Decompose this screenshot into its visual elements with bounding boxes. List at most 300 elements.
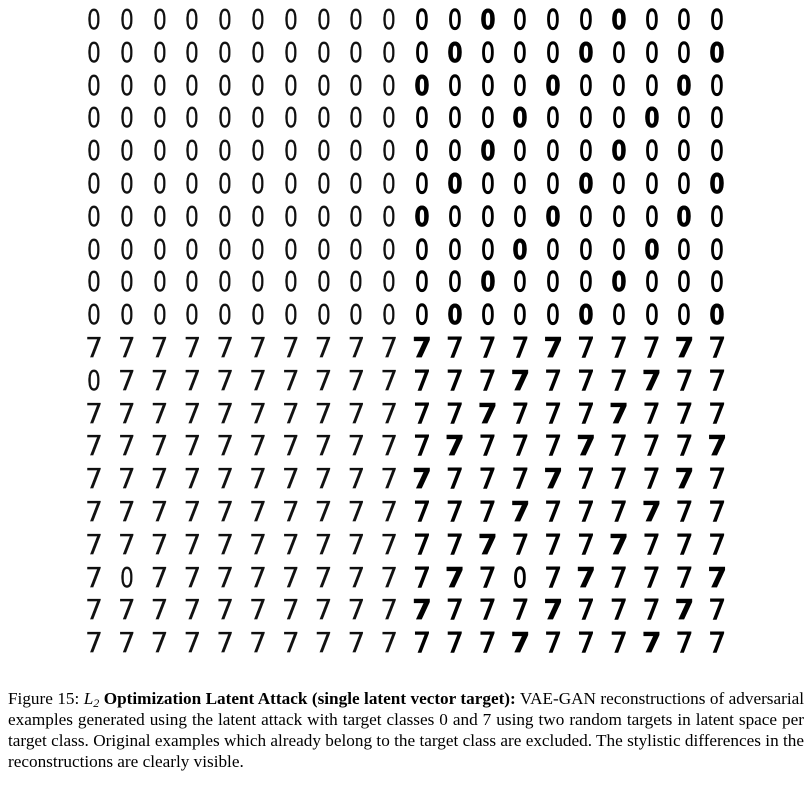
digit-7-r17-c3: 7 [183, 560, 202, 594]
digit-7-r17-c6: 7 [281, 560, 300, 594]
digit-7-r13-c2: 7 [150, 429, 169, 463]
digit-7-r14-c1: 7 [117, 462, 136, 496]
digit-7-r12-c4: 7 [216, 396, 235, 430]
digit-0-r5-c4: 0 [218, 167, 233, 200]
digit-0-r0-c2: 0 [152, 3, 167, 36]
digit-7-r12-c16: 7 [609, 396, 629, 430]
digit-7-r18-c4: 7 [216, 593, 235, 627]
digit-0-r0-c0: 0 [87, 3, 101, 36]
digit-0-r0-c18: 0 [677, 3, 692, 36]
digit-0-r5-c16: 0 [611, 167, 626, 200]
digit-0-r6-c5: 0 [251, 199, 265, 233]
digit-0-r9-c4: 0 [218, 298, 233, 332]
digit-0-r1-c6: 0 [283, 35, 298, 69]
digit-7-r12-c14: 7 [544, 396, 563, 430]
digit-7-r11-c16: 7 [609, 363, 628, 397]
digit-0-r1-c4: 0 [218, 35, 233, 69]
digit-7-r16-c8: 7 [347, 527, 366, 561]
digit-0-r9-c16: 0 [611, 298, 626, 332]
digit-0-r9-c11: 0 [447, 298, 463, 332]
digit-7-r15-c17: 7 [641, 495, 662, 528]
digit-7-r16-c9: 7 [380, 527, 399, 561]
digit-0-r4-c15: 0 [579, 134, 593, 168]
digit-7-r12-c7: 7 [314, 396, 333, 430]
digit-0-r5-c7: 0 [316, 167, 331, 200]
digit-7-r10-c11: 7 [445, 331, 464, 364]
digit-7-r14-c5: 7 [249, 462, 267, 496]
digit-7-r12-c8: 7 [347, 396, 366, 430]
digit-7-r16-c6: 7 [281, 527, 300, 561]
digit-0-r6-c11: 0 [447, 199, 462, 233]
digit-7-r19-c1: 7 [117, 626, 136, 660]
digit-7-r16-c15: 7 [577, 527, 595, 561]
digit-7-r10-c4: 7 [216, 331, 235, 364]
digit-0-r3-c12: 0 [480, 101, 495, 135]
digit-7-r10-c13: 7 [511, 331, 530, 364]
digit-7-r19-c10: 7 [413, 626, 431, 660]
digit-7-r12-c0: 7 [85, 396, 103, 430]
digit-0-r2-c16: 0 [611, 68, 626, 102]
digit-0-r6-c15: 0 [579, 199, 593, 233]
digit-0-r4-c0: 0 [87, 134, 101, 168]
digit-7-r14-c18: 7 [674, 462, 695, 496]
digit-0-r8-c8: 0 [349, 265, 364, 299]
digit-7-r15-c10: 7 [413, 495, 431, 528]
digit-7-r15-c6: 7 [281, 495, 300, 528]
digit-7-r12-c13: 7 [511, 396, 530, 430]
digit-7-r10-c5: 7 [249, 331, 267, 364]
digit-0-r7-c15: 0 [579, 232, 593, 266]
digit-7-r14-c2: 7 [150, 462, 169, 496]
digit-7-r11-c13: 7 [510, 363, 531, 397]
digit-0-r4-c2: 0 [152, 134, 167, 168]
digit-7-r19-c11: 7 [445, 626, 464, 660]
digit-7-r15-c14: 7 [544, 495, 563, 528]
digit-7-r10-c7: 7 [314, 331, 333, 364]
digit-0-r5-c18: 0 [677, 167, 692, 200]
digit-0-r9-c1: 0 [119, 298, 134, 332]
digit-0-r3-c8: 0 [349, 101, 364, 135]
digit-0-r5-c12: 0 [480, 167, 495, 200]
digit-7-r14-c17: 7 [642, 462, 661, 496]
digit-7-r16-c3: 7 [183, 527, 202, 561]
digit-0-r8-c13: 0 [513, 265, 528, 299]
digit-7-r19-c14: 7 [544, 626, 563, 660]
digit-0-r2-c1: 0 [119, 68, 134, 102]
digit-7-r11-c7: 7 [314, 363, 333, 397]
digit-0-r9-c5: 0 [251, 298, 265, 332]
digit-0-r8-c0: 0 [87, 265, 101, 299]
digit-7-r14-c10: 7 [412, 462, 432, 496]
digit-7-r15-c13: 7 [510, 495, 531, 528]
digit-7-r15-c18: 7 [675, 495, 694, 528]
digit-7-r18-c17: 7 [642, 593, 661, 627]
digit-0-r2-c12: 0 [480, 68, 495, 102]
digit-0-r8-c18: 0 [677, 265, 692, 299]
digit-7-r13-c19: 7 [707, 429, 727, 463]
digit-0-r6-c0: 0 [87, 199, 101, 233]
digit-0-r1-c12: 0 [480, 35, 495, 69]
digit-0-r8-c5: 0 [251, 265, 265, 299]
digit-7-r19-c15: 7 [577, 626, 595, 660]
digit-7-r16-c13: 7 [511, 527, 530, 561]
digit-7-r13-c3: 7 [183, 429, 202, 463]
digit-0-r3-c0: 0 [87, 101, 101, 135]
digit-7-r10-c18: 7 [674, 331, 695, 364]
digit-0-r4-c5: 0 [251, 134, 265, 168]
digit-0-r8-c15: 0 [579, 265, 593, 299]
digit-0-r2-c10: 0 [414, 68, 430, 102]
digit-7-r16-c1: 7 [117, 527, 136, 561]
digit-7-r16-c5: 7 [249, 527, 267, 561]
digit-7-r19-c16: 7 [609, 626, 628, 660]
digit-0-r9-c8: 0 [349, 298, 364, 332]
digit-7-r13-c1: 7 [117, 429, 136, 463]
digit-0-r5-c15: 0 [578, 167, 594, 200]
digit-7-r10-c0: 7 [85, 331, 103, 364]
digit-0-r0-c11: 0 [447, 3, 462, 36]
digit-0-r5-c5: 0 [251, 167, 265, 200]
digit-0-r8-c7: 0 [316, 265, 331, 299]
digit-0-r7-c8: 0 [349, 232, 364, 266]
digit-7-r16-c11: 7 [445, 527, 464, 561]
caption-title: Optimization Latent Attack (single latent vector target): [103, 689, 516, 708]
digit-0-r8-c10: 0 [415, 265, 429, 299]
reconstruction-digit-grid [78, 4, 734, 660]
digit-0-r1-c0: 0 [87, 35, 101, 69]
digit-0-r0-c7: 0 [316, 3, 331, 36]
digit-0-r4-c6: 0 [283, 134, 298, 168]
digit-0-r3-c16: 0 [611, 101, 626, 135]
digit-0-r6-c12: 0 [480, 199, 495, 233]
digit-0-r7-c11: 0 [447, 232, 462, 266]
digit-0-r2-c8: 0 [349, 68, 364, 102]
digit-7-r11-c15: 7 [577, 363, 595, 397]
digit-0-r4-c3: 0 [185, 134, 200, 168]
digit-7-r12-c11: 7 [445, 396, 464, 430]
digit-7-r17-c18: 7 [675, 560, 694, 594]
digit-0-r17-c13: 0 [513, 560, 528, 594]
digit-0-r7-c5: 0 [251, 232, 265, 266]
digit-7-r18-c10: 7 [412, 593, 432, 627]
digit-0-r9-c14: 0 [546, 298, 561, 332]
digit-0-r3-c1: 0 [119, 101, 134, 135]
digit-0-r9-c17: 0 [644, 298, 659, 332]
digit-0-r6-c3: 0 [185, 199, 200, 233]
digit-7-r15-c9: 7 [380, 495, 399, 528]
digit-0-r7-c10: 0 [415, 232, 429, 266]
digit-0-r6-c8: 0 [349, 199, 364, 233]
digit-0-r3-c19: 0 [710, 101, 725, 135]
digit-7-r14-c0: 7 [85, 462, 103, 496]
digit-7-r18-c12: 7 [478, 593, 497, 627]
digit-7-r12-c12: 7 [477, 396, 498, 430]
digit-0-r7-c14: 0 [546, 232, 561, 266]
digit-0-r4-c12: 0 [479, 134, 496, 168]
digit-7-r18-c18: 7 [674, 593, 695, 627]
digit-0-r3-c4: 0 [218, 101, 233, 135]
digit-0-r17-c1: 0 [119, 560, 134, 594]
digit-0-r3-c17: 0 [643, 101, 660, 135]
digit-0-r0-c8: 0 [349, 3, 364, 36]
digit-0-r3-c18: 0 [677, 101, 692, 135]
digit-7-r14-c15: 7 [577, 462, 595, 496]
digit-0-r6-c18: 0 [676, 199, 692, 233]
digit-7-r12-c19: 7 [708, 396, 727, 430]
digit-7-r18-c8: 7 [347, 593, 366, 627]
digit-7-r10-c16: 7 [609, 331, 628, 364]
caption-math-base: L [83, 689, 94, 708]
digit-0-r2-c6: 0 [283, 68, 298, 102]
digit-0-r5-c10: 0 [415, 167, 429, 200]
digit-7-r15-c11: 7 [445, 495, 464, 528]
digit-7-r11-c11: 7 [445, 363, 464, 397]
digit-7-r10-c1: 7 [117, 331, 136, 364]
digit-0-r9-c2: 0 [152, 298, 167, 332]
digit-7-r14-c3: 7 [183, 462, 202, 496]
digit-7-r12-c6: 7 [281, 396, 300, 430]
digit-7-r14-c9: 7 [380, 462, 399, 496]
digit-0-r1-c19: 0 [709, 35, 725, 69]
digit-0-r7-c4: 0 [218, 232, 233, 266]
digit-0-r2-c11: 0 [447, 68, 462, 102]
digit-0-r5-c13: 0 [513, 167, 528, 200]
digit-7-r12-c2: 7 [150, 396, 169, 430]
digit-7-r17-c19: 7 [707, 560, 727, 594]
digit-7-r16-c14: 7 [544, 527, 563, 561]
digit-7-r18-c5: 7 [249, 593, 267, 627]
digit-7-r15-c8: 7 [347, 495, 366, 528]
digit-7-r11-c2: 7 [150, 363, 169, 397]
digit-0-r9-c15: 0 [578, 298, 594, 332]
digit-7-r13-c5: 7 [249, 429, 267, 463]
digit-0-r7-c12: 0 [480, 232, 495, 266]
digit-7-r16-c4: 7 [216, 527, 235, 561]
digit-0-r8-c19: 0 [710, 265, 725, 299]
caption-math-sub: 2 [93, 696, 100, 710]
digit-0-r2-c4: 0 [218, 68, 233, 102]
digit-7-r15-c3: 7 [183, 495, 202, 528]
digit-0-r6-c19: 0 [710, 199, 725, 233]
digit-7-r13-c4: 7 [216, 429, 235, 463]
digit-7-r18-c14: 7 [543, 593, 563, 627]
digit-7-r10-c15: 7 [577, 331, 595, 364]
digit-7-r12-c18: 7 [675, 396, 694, 430]
digit-7-r12-c9: 7 [380, 396, 399, 430]
digit-7-r10-c14: 7 [543, 331, 563, 364]
digit-0-r2-c19: 0 [710, 68, 725, 102]
digit-7-r13-c16: 7 [609, 429, 628, 463]
digit-7-r11-c17: 7 [641, 363, 662, 397]
digit-0-r8-c12: 0 [479, 265, 496, 299]
digit-7-r13-c17: 7 [642, 429, 661, 463]
digit-0-r6-c17: 0 [644, 199, 659, 233]
digit-0-r6-c14: 0 [545, 199, 561, 233]
digit-7-r15-c12: 7 [478, 495, 497, 528]
digit-7-r11-c8: 7 [347, 363, 366, 397]
digit-0-r6-c16: 0 [611, 199, 626, 233]
digit-0-r8-c2: 0 [152, 265, 167, 299]
digit-7-r17-c12: 7 [478, 560, 497, 594]
digit-7-r19-c6: 7 [281, 626, 300, 660]
digit-0-r4-c8: 0 [349, 134, 364, 168]
digit-0-r9-c7: 0 [316, 298, 331, 332]
digit-0-r9-c0: 0 [87, 298, 101, 332]
digit-7-r17-c7: 7 [314, 560, 333, 594]
digit-7-r10-c9: 7 [380, 331, 399, 364]
digit-7-r13-c7: 7 [314, 429, 333, 463]
digit-7-r13-c8: 7 [347, 429, 366, 463]
digit-7-r18-c2: 7 [150, 593, 169, 627]
digit-7-r14-c16: 7 [609, 462, 628, 496]
digit-0-r9-c10: 0 [415, 298, 429, 332]
digit-7-r12-c1: 7 [117, 396, 136, 430]
digit-0-r7-c9: 0 [382, 232, 397, 266]
digit-7-r11-c6: 7 [281, 363, 300, 397]
digit-7-r12-c17: 7 [642, 396, 661, 430]
digit-0-r0-c6: 0 [283, 3, 298, 36]
digit-0-r0-c15: 0 [579, 3, 593, 36]
digit-7-r12-c10: 7 [413, 396, 431, 430]
digit-7-r15-c7: 7 [314, 495, 333, 528]
digit-7-r19-c5: 7 [249, 626, 267, 660]
digit-0-r6-c9: 0 [382, 199, 397, 233]
digit-0-r9-c3: 0 [185, 298, 200, 332]
digit-7-r18-c6: 7 [281, 593, 300, 627]
digit-7-r15-c15: 7 [577, 495, 595, 528]
digit-7-r14-c19: 7 [708, 462, 727, 496]
digit-0-r7-c3: 0 [185, 232, 200, 266]
digit-7-r12-c15: 7 [577, 396, 595, 430]
caption-body: VAE-GAN reconstructions of adversarial examples generated using the latent attack with target classes 0 and 7 using two random targets in latent space per target class. Original examples which already belong to the target class are excluded. The stylistic differences in the reconstructions are clearly visible. [8, 689, 805, 771]
digit-7-r13-c0: 7 [85, 429, 103, 463]
digit-0-r1-c9: 0 [382, 35, 397, 69]
digit-0-r9-c9: 0 [382, 298, 397, 332]
caption-label: Figure 15: [8, 689, 80, 708]
digit-7-r17-c8: 7 [347, 560, 366, 594]
digit-7-r16-c7: 7 [314, 527, 333, 561]
digit-7-r15-c0: 7 [85, 495, 103, 528]
digit-0-r4-c13: 0 [513, 134, 528, 168]
digit-7-r15-c1: 7 [117, 495, 136, 528]
digit-7-r19-c4: 7 [216, 626, 235, 660]
digit-0-r9-c13: 0 [513, 298, 528, 332]
digit-0-r0-c13: 0 [513, 3, 528, 36]
digit-7-r14-c4: 7 [216, 462, 235, 496]
digit-0-r1-c10: 0 [415, 35, 429, 69]
digit-0-r0-c1: 0 [119, 3, 134, 36]
digit-7-r11-c4: 7 [216, 363, 235, 397]
digit-0-r5-c3: 0 [185, 167, 200, 200]
digit-7-r17-c17: 7 [642, 560, 661, 594]
digit-0-r3-c2: 0 [152, 101, 167, 135]
digit-0-r1-c14: 0 [546, 35, 561, 69]
digit-0-r0-c3: 0 [185, 3, 200, 36]
digit-7-r16-c10: 7 [413, 527, 431, 561]
digit-0-r6-c13: 0 [513, 199, 528, 233]
digit-7-r10-c8: 7 [347, 331, 366, 364]
digit-0-r1-c15: 0 [578, 35, 594, 69]
digit-7-r19-c2: 7 [150, 626, 169, 660]
digit-7-r13-c12: 7 [478, 429, 497, 463]
digit-0-r2-c14: 0 [545, 68, 561, 102]
digit-0-r2-c2: 0 [152, 68, 167, 102]
digit-7-r17-c9: 7 [380, 560, 399, 594]
digit-0-r1-c16: 0 [611, 35, 626, 69]
figure-caption [8, 688, 804, 772]
digit-7-r15-c4: 7 [216, 495, 235, 528]
digit-0-r3-c10: 0 [415, 101, 429, 135]
digit-7-r18-c0: 7 [85, 593, 103, 627]
digit-0-r2-c9: 0 [382, 68, 397, 102]
digit-0-r0-c14: 0 [546, 3, 561, 36]
digit-0-r5-c8: 0 [349, 167, 364, 200]
digit-7-r15-c2: 7 [150, 495, 169, 528]
digit-7-r10-c2: 7 [150, 331, 169, 364]
digit-0-r1-c13: 0 [513, 35, 528, 69]
digit-7-r19-c12: 7 [478, 626, 497, 660]
digit-0-r6-c7: 0 [316, 199, 331, 233]
digit-7-r19-c8: 7 [347, 626, 366, 660]
digit-7-r15-c16: 7 [609, 495, 628, 528]
digit-0-r0-c17: 0 [644, 3, 659, 36]
digit-7-r19-c19: 7 [708, 626, 727, 660]
digit-7-r13-c13: 7 [511, 429, 530, 463]
digit-0-r0-c12: 0 [479, 3, 496, 36]
digit-0-r7-c13: 0 [512, 232, 528, 266]
digit-0-r4-c19: 0 [710, 134, 725, 168]
digit-7-r10-c17: 7 [642, 331, 661, 364]
digit-7-r17-c15: 7 [576, 560, 596, 594]
digit-7-r12-c3: 7 [183, 396, 202, 430]
digit-7-r18-c16: 7 [609, 593, 628, 627]
digit-7-r18-c15: 7 [577, 593, 595, 627]
digit-7-r10-c19: 7 [708, 331, 727, 364]
digit-7-r12-c5: 7 [249, 396, 267, 430]
digit-0-r4-c11: 0 [447, 134, 462, 168]
digit-7-r16-c17: 7 [642, 527, 661, 561]
digit-0-r0-c16: 0 [611, 3, 627, 36]
digit-0-r2-c17: 0 [644, 68, 659, 102]
digit-0-r5-c0: 0 [87, 167, 101, 200]
digit-0-r0-c10: 0 [415, 3, 429, 36]
digit-7-r10-c10: 7 [412, 331, 432, 364]
digit-7-r17-c16: 7 [609, 560, 628, 594]
digit-0-r2-c5: 0 [251, 68, 265, 102]
digit-7-r18-c19: 7 [708, 593, 727, 627]
digit-7-r17-c14: 7 [544, 560, 563, 594]
digit-0-r3-c6: 0 [283, 101, 298, 135]
digit-0-r1-c7: 0 [316, 35, 331, 69]
digit-0-r8-c1: 0 [119, 265, 134, 299]
digit-7-r10-c12: 7 [478, 331, 497, 364]
digit-7-r18-c7: 7 [314, 593, 333, 627]
digit-0-r4-c1: 0 [119, 134, 134, 168]
digit-0-r2-c3: 0 [185, 68, 200, 102]
digit-7-r15-c5: 7 [249, 495, 267, 528]
digit-0-r6-c6: 0 [283, 199, 298, 233]
digit-0-r5-c17: 0 [644, 167, 659, 200]
digit-7-r13-c11: 7 [445, 429, 465, 463]
digit-7-r17-c5: 7 [249, 560, 267, 594]
digit-0-r5-c11: 0 [447, 167, 463, 200]
digit-0-r7-c7: 0 [316, 232, 331, 266]
digit-7-r13-c9: 7 [380, 429, 399, 463]
digit-0-r6-c2: 0 [152, 199, 167, 233]
digit-0-r2-c18: 0 [676, 68, 692, 102]
digit-0-r4-c7: 0 [316, 134, 331, 168]
digit-0-r4-c4: 0 [218, 134, 233, 168]
